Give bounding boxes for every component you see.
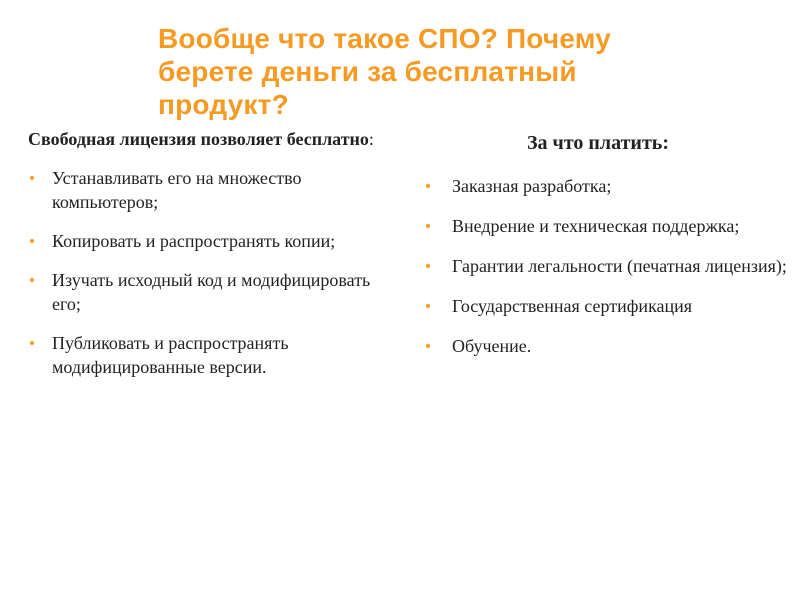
left-bullet-list xyxy=(28,166,388,379)
bullet-icon xyxy=(30,341,34,345)
title-line-2: берете деньги за бесплатный xyxy=(158,56,577,87)
bullet-icon xyxy=(426,184,430,188)
list-item-text: Копировать и распространять копии; xyxy=(52,231,336,251)
list-item xyxy=(418,174,788,198)
list-item xyxy=(28,268,388,316)
list-item xyxy=(418,254,788,278)
bullet-icon xyxy=(30,239,34,243)
right-bullet-list xyxy=(418,174,788,358)
left-heading xyxy=(28,128,388,150)
bullet-icon xyxy=(30,278,34,282)
list-item xyxy=(418,214,788,238)
list-item-text: Обучение. xyxy=(452,336,532,356)
right-column xyxy=(418,128,788,374)
left-column xyxy=(28,128,388,394)
list-item xyxy=(28,166,388,214)
slide-title xyxy=(158,22,758,121)
title-line-3: продукт? xyxy=(158,89,289,120)
list-item-text: Гарантии легальности (печатная лицензия); xyxy=(452,256,787,276)
left-heading-text: Свободная лицензия позволяет бесплатно xyxy=(28,129,369,149)
list-item-text: Государственная сертификация xyxy=(452,296,693,316)
title-line-1: Вообще что такое СПО? Почему xyxy=(158,23,612,54)
left-heading-colon: : xyxy=(368,129,374,149)
bullet-icon xyxy=(426,224,430,228)
list-item xyxy=(418,334,788,358)
bullet-icon xyxy=(426,344,430,348)
list-item-text: Заказная разработка; xyxy=(452,176,612,196)
list-item-text: Публиковать и распространять модифицированные версии. xyxy=(52,333,289,377)
list-item xyxy=(28,229,388,253)
list-item xyxy=(28,331,388,379)
bullet-icon xyxy=(426,264,430,268)
list-item-text: Изучать исходный код и модифицировать его; xyxy=(52,270,371,314)
right-heading: За что платить: xyxy=(526,132,670,154)
list-item xyxy=(418,294,788,318)
bullet-icon xyxy=(426,304,430,308)
bullet-icon xyxy=(30,176,34,180)
list-item-text: Устанавливать его на множество компьютеров; xyxy=(52,168,302,212)
list-item-text: Внедрение и техническая поддержка; xyxy=(452,216,740,236)
